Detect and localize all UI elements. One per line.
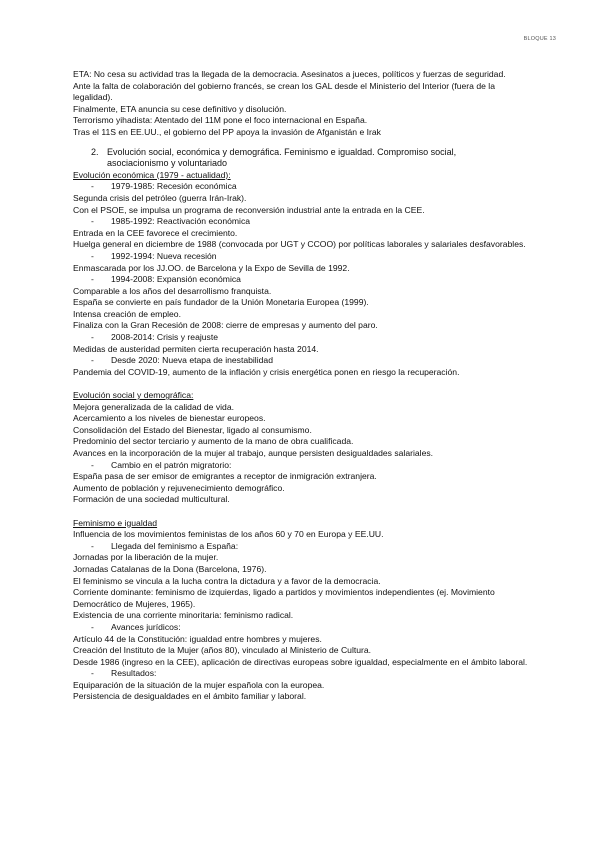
paragraph: Formación de una sociedad multicultural. bbox=[73, 494, 230, 505]
bullet-dash: - bbox=[91, 459, 94, 470]
paragraph: España pasa de ser emisor de emigrantes a receptor de inmigración extranjera. bbox=[73, 471, 377, 482]
list-item-text: Desde 2020: Nueva etapa de inestabilidad bbox=[111, 355, 273, 366]
paragraph: Mejora generalizada de la calidad de vida. bbox=[73, 401, 234, 412]
list-item-text: Cambio en el patrón migratorio: bbox=[111, 459, 232, 470]
paragraph: Aumento de población y rejuvenecimiento demográfico. bbox=[73, 482, 285, 493]
list-item bbox=[73, 181, 533, 193]
list-item bbox=[73, 274, 533, 286]
paragraph: Persistencia de desigualdades en el ámbito familiar y laboral. bbox=[73, 691, 307, 702]
paragraph: Jornadas Catalanas de la Dona (Barcelona, 1976). bbox=[73, 563, 267, 574]
list-item bbox=[73, 355, 533, 367]
econ-heading: Evolución económica (1979 - actualidad): bbox=[73, 169, 231, 180]
list-item bbox=[73, 622, 533, 634]
paragraph: Finalmente, ETA anuncia su cese definitivo y disolución. bbox=[73, 103, 287, 114]
page-header-tag: BLOQUE 13 bbox=[523, 36, 556, 42]
bullet-dash: - bbox=[91, 621, 94, 632]
paragraph: ETA: No cesa su actividad tras la llegada de la democracia. Asesinatos a jueces, políticos y fuerzas de seguridad. bbox=[73, 69, 506, 79]
paragraph: Intensa creación de empleo. bbox=[73, 308, 181, 319]
paragraph: Artículo 44 de la Constitución: igualdad entre hombres y mujeres. bbox=[73, 633, 322, 644]
paragraph: Finaliza con la Gran Recesión de 2008: cierre de empresas y aumento del paro. bbox=[73, 320, 378, 331]
intro-block bbox=[73, 69, 533, 139]
social-heading: Evolución social y demográfica: bbox=[73, 390, 194, 401]
list-item-text: Llegada del feminismo a España: bbox=[111, 540, 239, 551]
bullet-dash: - bbox=[91, 216, 94, 227]
list-item bbox=[73, 668, 533, 680]
list-item bbox=[73, 541, 533, 553]
paragraph: España se convierte en país fundador de la Unión Monetaria Europea (1999). bbox=[73, 297, 369, 308]
social-list bbox=[73, 402, 533, 506]
feminism-list bbox=[73, 529, 533, 703]
paragraph: Huelga general en diciembre de 1988 (convocada por UGT y CCOO) por políticas laborales y salariales desfavorables. bbox=[73, 239, 526, 250]
list-item-text: 1992-1994: Nueva recesión bbox=[111, 250, 217, 261]
bullet-dash: - bbox=[91, 355, 94, 366]
paragraph: Ante la falta de colaboración del gobierno francés, se crean los GAL desde el Ministerio del Interior (fuera de la legalidad). bbox=[73, 80, 495, 103]
paragraph: Enmascarada por los JJ.OO. de Barcelona y la Expo de Sevilla de 1992. bbox=[73, 262, 350, 273]
paragraph: Medidas de austeridad permiten cierta recuperación hasta 2014. bbox=[73, 343, 319, 354]
bullet-dash: - bbox=[91, 250, 94, 261]
list-item bbox=[73, 251, 533, 263]
paragraph: Consolidación del Estado del Bienestar, ligado al consumismo. bbox=[73, 424, 312, 435]
paragraph: Influencia de los movimientos feministas de los años 60 y 70 en Europa y EE.UU. bbox=[73, 529, 384, 540]
paragraph: Comparable a los años del desarrollismo franquista. bbox=[73, 285, 272, 296]
paragraph: El feminismo se vincula a la lucha contra la dictadura y a favor de la democracia. bbox=[73, 575, 381, 586]
paragraph: Existencia de una corriente minoritaria: feminismo radical. bbox=[73, 610, 294, 621]
list-item bbox=[73, 216, 533, 228]
paragraph: Avances en la incorporación de la mujer al trabajo, aunque persisten desigualdades salariales. bbox=[73, 448, 434, 458]
bullet-dash: - bbox=[91, 332, 94, 343]
list-item bbox=[73, 460, 533, 472]
paragraph: Pandemia del COVID-19, aumento de la inflación y crisis energética ponen en riesgo la recuperación. bbox=[73, 366, 460, 377]
bullet-dash: - bbox=[91, 668, 94, 679]
paragraph: Con el PSOE, se impulsa un programa de reconversión industrial ante la entrada en la CEE. bbox=[73, 204, 425, 215]
paragraph: Terrorismo yihadista: Atentado del 11M pone el foco internacional en España. bbox=[73, 115, 368, 126]
list-item-text: Resultados: bbox=[111, 668, 157, 679]
paragraph: Acercamiento a los niveles de bienestar europeos. bbox=[73, 413, 266, 424]
paragraph: Jornadas por la liberación de la mujer. bbox=[73, 552, 219, 563]
document-body bbox=[73, 69, 533, 703]
paragraph: Corriente dominante: feminismo de izquierdas, ligado a partidos y movimientos independientes (ej. Movimiento Democrático de Mujeres, 1965). bbox=[73, 587, 495, 609]
paragraph: Tras el 11S en EE.UU., el gobierno del PP apoya la invasión de Afganistán e Irak bbox=[73, 126, 381, 137]
paragraph: Equiparación de la situación de la mujer española con la europea. bbox=[73, 679, 325, 690]
paragraph: Predominio del sector terciario y aumento de la mano de obra cualificada. bbox=[73, 436, 354, 447]
bullet-dash: - bbox=[91, 274, 94, 285]
list-item-text: 1985-1992: Reactivación económica bbox=[111, 216, 251, 227]
paragraph: Entrada en la CEE favorece el crecimiento. bbox=[73, 227, 238, 238]
bullet-dash: - bbox=[91, 181, 94, 192]
list-item-text: 1979-1985: Recesión económica bbox=[111, 181, 237, 192]
section-number: 2. bbox=[91, 146, 99, 157]
section-title bbox=[73, 147, 533, 170]
paragraph: Creación del Instituto de la Mujer (años 80), vinculado al Ministerio de Cultura. bbox=[73, 645, 372, 656]
econ-list bbox=[73, 181, 533, 378]
list-item-text: 2008-2014: Crisis y reajuste bbox=[111, 332, 218, 343]
section-title-line: Evolución social, económica y demográfica. Feminismo e igualdad. Compromiso social, bbox=[107, 146, 457, 157]
list-item bbox=[73, 332, 533, 344]
list-item-text: Avances jurídicos: bbox=[111, 621, 181, 632]
paragraph: Segunda crisis del petróleo (guerra Irán-Irak). bbox=[73, 192, 247, 203]
section-title-line: asociacionismo y voluntariado bbox=[107, 158, 228, 169]
list-item-text: 1994-2008: Expansión económica bbox=[111, 274, 241, 285]
paragraph: Desde 1986 (ingreso en la CEE), aplicación de directivas europeas sobre igualdad, especialmente en el ámbito laboral. bbox=[73, 656, 528, 667]
feminism-heading: Feminismo e igualdad bbox=[73, 517, 158, 528]
bullet-dash: - bbox=[91, 540, 94, 551]
